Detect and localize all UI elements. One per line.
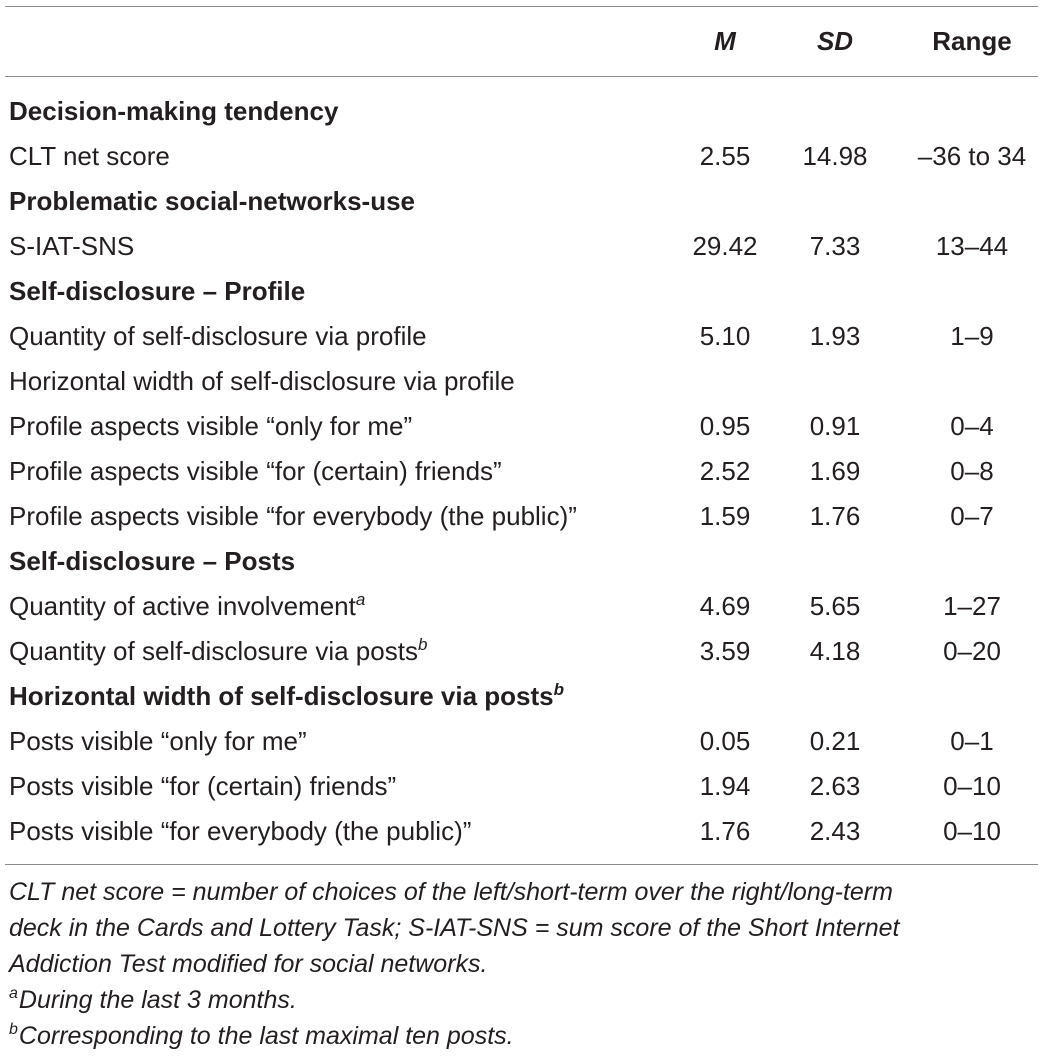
- row-label: [9, 584, 365, 629]
- top-rule: [5, 6, 1038, 7]
- footnote-text: Corresponding to the last maximal ten posts.: [18, 1022, 514, 1050]
- cell-range: 0–7: [950, 501, 994, 531]
- label-text: Profile aspects visible “for (certain) friends”: [9, 456, 502, 486]
- label-text: S-IAT-SNS: [9, 231, 135, 261]
- cell-sd: 2.63: [809, 771, 861, 801]
- note-line: CLT net score = number of choices of the left/short-term over the right/long-term: [9, 878, 893, 906]
- table-header: [0, 18, 1042, 64]
- row-label: [9, 359, 515, 404]
- label-text: Problematic social-networks-use: [9, 186, 416, 216]
- section-label: [9, 269, 305, 314]
- label-text: Posts visible “for everybody (the public)”: [9, 816, 472, 846]
- row-label: [9, 134, 170, 179]
- footnote-marker: b: [417, 635, 428, 654]
- cell-sd: 1.69: [809, 456, 861, 486]
- cell-m: 29.42: [692, 231, 758, 261]
- cell-range: 0–4: [950, 411, 994, 441]
- label-text: Decision-making tendency: [9, 96, 339, 126]
- cell-sd: 1.93: [809, 321, 861, 351]
- label-text: Horizontal width of self-disclosure via posts: [9, 681, 554, 711]
- cell-m: 0.05: [699, 726, 751, 756]
- table-row: [0, 809, 1042, 854]
- cell-sd: 4.18: [809, 636, 861, 666]
- footnote-text: During the last 3 months.: [18, 986, 297, 1014]
- cell-m: 1.59: [699, 501, 751, 531]
- cell-m: 2.55: [699, 141, 751, 171]
- cell-sd: 1.76: [809, 501, 861, 531]
- section-row: [0, 179, 1042, 224]
- cell-range: 0–10: [943, 816, 1001, 846]
- table-row: [0, 359, 1042, 404]
- cell-range: 13–44: [935, 231, 1009, 261]
- section-row: [0, 89, 1042, 134]
- table-row: [0, 494, 1042, 539]
- table-row: [0, 224, 1042, 269]
- header-range: Range: [932, 26, 1012, 56]
- row-label: [9, 719, 307, 764]
- row-label: [9, 224, 134, 269]
- cell-m: 1.94: [699, 771, 751, 801]
- section-row: [0, 674, 1042, 719]
- cell-range: –36 to 34: [917, 141, 1027, 171]
- note-line: Addiction Test modified for social networks.: [9, 950, 488, 978]
- label-text: CLT net score: [9, 141, 170, 171]
- section-label: [9, 539, 295, 584]
- table-row: [0, 134, 1042, 179]
- label-text: Horizontal width of self-disclosure via profile: [9, 366, 515, 396]
- label-text: Quantity of active involvement: [9, 591, 356, 621]
- cell-sd: 5.65: [809, 591, 861, 621]
- cell-range: 0–20: [943, 636, 1001, 666]
- footnote-marker: a: [9, 985, 18, 1002]
- table-row: [0, 314, 1042, 359]
- table-row: [0, 449, 1042, 494]
- table-row: [0, 764, 1042, 809]
- footnote-marker: b: [9, 1021, 18, 1038]
- table-body: [0, 89, 1042, 854]
- label-text: Quantity of self-disclosure via profile: [9, 321, 427, 351]
- table-row: [0, 584, 1042, 629]
- cell-sd: 7.33: [809, 231, 861, 261]
- row-label: [9, 449, 502, 494]
- table-row: [0, 629, 1042, 674]
- cell-m: 0.95: [699, 411, 751, 441]
- row-label: [9, 764, 396, 809]
- cell-m: 1.76: [699, 816, 751, 846]
- section-label: [9, 89, 338, 134]
- section-label: [9, 179, 415, 224]
- cell-range: 1–27: [943, 591, 1001, 621]
- row-label: [9, 314, 427, 359]
- row-label: [9, 494, 577, 539]
- footnote-marker: a: [355, 590, 366, 609]
- header-sd: SD: [816, 26, 854, 56]
- label-text: Profile aspects visible “for everybody (the public)”: [9, 501, 577, 531]
- table-row: [0, 719, 1042, 764]
- label-text: Quantity of self-disclosure via posts: [9, 636, 418, 666]
- footnote-marker: b: [553, 680, 565, 699]
- cell-range: 1–9: [950, 321, 994, 351]
- cell-sd: 0.21: [809, 726, 861, 756]
- cell-range: 0–10: [943, 771, 1001, 801]
- footer-rule: [5, 864, 1038, 865]
- cell-m: 5.10: [699, 321, 751, 351]
- table-notes: [9, 874, 1037, 1054]
- section-row: [0, 539, 1042, 584]
- cell-sd: 0.91: [809, 411, 861, 441]
- label-text: Self-disclosure – Posts: [9, 546, 296, 576]
- label-text: Profile aspects visible “only for me”: [9, 411, 413, 441]
- cell-m: 4.69: [699, 591, 751, 621]
- header-rule: [5, 76, 1038, 77]
- cell-sd: 14.98: [802, 141, 868, 171]
- row-label: [9, 809, 471, 854]
- header-m: M: [714, 26, 736, 56]
- row-label: [9, 629, 427, 674]
- label-text: Self-disclosure – Profile: [9, 276, 306, 306]
- footnote-b: [9, 1018, 1037, 1054]
- label-text: Posts visible “for (certain) friends”: [9, 771, 397, 801]
- label-text: Posts visible “only for me”: [9, 726, 307, 756]
- cell-m: 2.52: [699, 456, 751, 486]
- cell-range: 0–8: [950, 456, 994, 486]
- table-row: [0, 404, 1042, 449]
- footnote-a: [9, 982, 1037, 1018]
- cell-m: 3.59: [699, 636, 751, 666]
- cell-range: 0–1: [950, 726, 994, 756]
- cell-sd: 2.43: [809, 816, 861, 846]
- section-row: [0, 269, 1042, 314]
- row-label: [9, 404, 412, 449]
- section-label: [9, 674, 564, 719]
- note-line: deck in the Cards and Lottery Task; S-IAT-SNS = sum score of the Short Internet: [9, 914, 900, 942]
